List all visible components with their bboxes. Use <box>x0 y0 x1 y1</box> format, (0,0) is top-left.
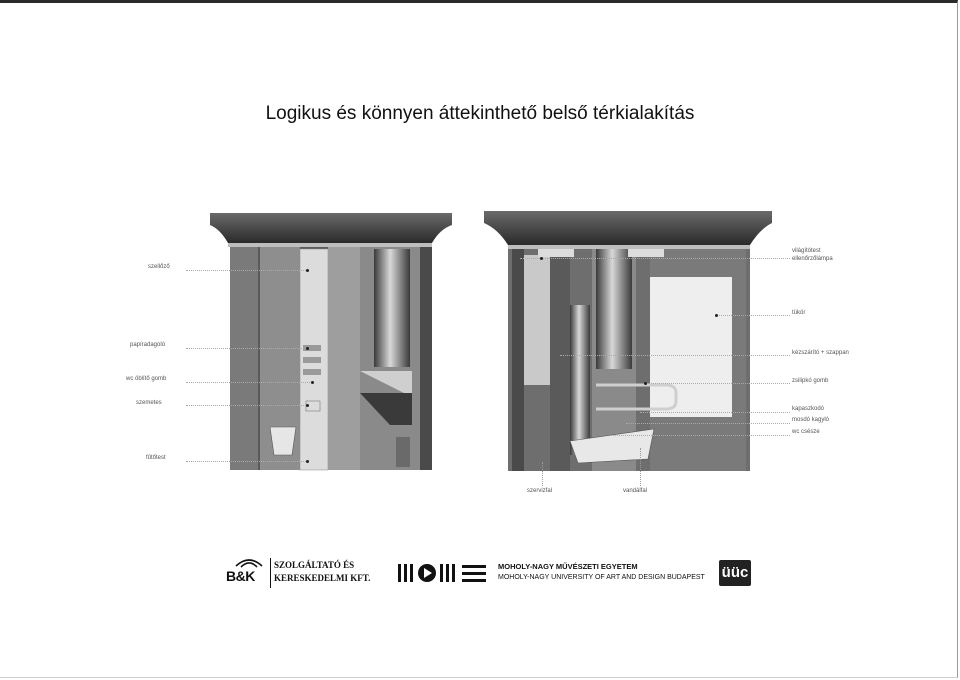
mome-name-en: MOHOLY-NAGY UNIVERSITY OF ART AND DESIGN BUDAPEST <box>498 574 705 581</box>
label-flush-button: wc öblítő gomb <box>126 376 167 382</box>
page-title: Logikus és könnyen áttekinthető belső térkialakítás <box>265 103 695 124</box>
third-logo-mark: üüc <box>721 564 749 581</box>
label-heater: fűtőtest <box>146 455 166 461</box>
bk-logo <box>226 556 371 592</box>
label-lock-button: zsilipkó gomb <box>792 378 829 384</box>
bk-abbr: B&K <box>226 568 255 584</box>
label-ventilator: szellőző <box>148 264 170 270</box>
bk-line1: SZOLGÁLTATÓ ÉS <box>274 560 355 570</box>
label-service-wall: szervizfal <box>527 488 553 494</box>
label-indicator-lamp: ellenőrzőlámpa <box>792 256 833 262</box>
mome-logo <box>398 558 705 588</box>
bk-signal-icon <box>234 556 264 568</box>
mome-name-hu: MOHOLY-NAGY MŰVÉSZETI EGYETEM <box>498 562 638 571</box>
left-cabin-illustration <box>200 205 460 475</box>
bk-line2: KERESKEDELMI KFT. <box>274 573 371 583</box>
label-paper-dispenser: papíradagoló <box>130 342 166 348</box>
label-bin: szemetes <box>136 400 162 406</box>
label-vandal-wall: vandálfal <box>623 488 648 494</box>
mome-mark-icon <box>398 562 490 584</box>
label-lighting: világítótest <box>792 248 821 254</box>
label-wc-bowl: wc csésze <box>792 429 820 435</box>
right-cabin-illustration <box>478 205 778 480</box>
label-hand-dryer-soap: kézszárító + szappan <box>792 350 849 356</box>
label-washbasin: mosdó kagyló <box>792 417 830 423</box>
label-mirror: tükör <box>792 310 806 316</box>
third-logo <box>719 560 751 586</box>
label-grab-bar: kapaszkodó <box>792 406 825 412</box>
